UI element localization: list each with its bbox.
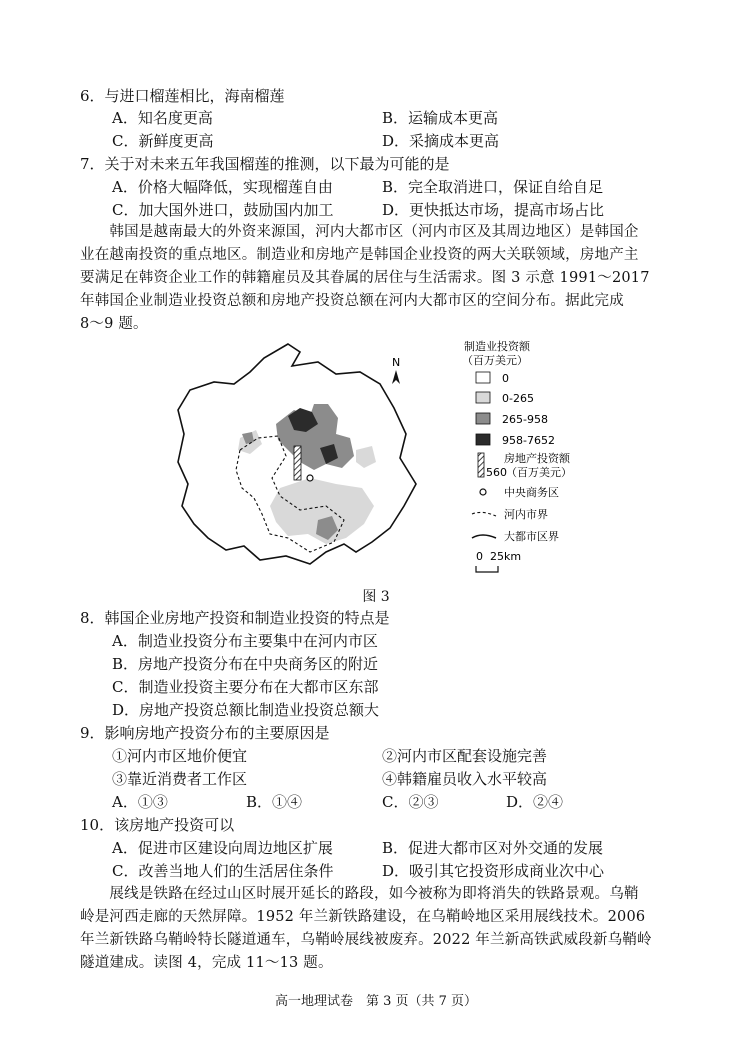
legend-cbd-marker xyxy=(480,489,486,495)
q8-option-b: B．房地产投资分布在中央商务区的附近 xyxy=(112,655,379,673)
north-label: N xyxy=(392,356,401,369)
legend-realestate-bar xyxy=(478,453,484,477)
legend-hanoi-label: 河内市界 xyxy=(504,508,548,521)
legend-class-2: 265-958 xyxy=(502,413,548,426)
q7-option-b: B．完全取消进口，保证自给自足 xyxy=(382,178,604,196)
q9-option-b: B．①④ xyxy=(246,793,303,811)
q9-stem: 9．影响房地产投资分布的主要原因是 xyxy=(80,724,330,742)
q7-option-d: D．更快抵达市场，提高市场占比 xyxy=(382,201,605,219)
passage-wushaoling xyxy=(80,883,684,975)
q10-stem: 10．该房地产投资可以 xyxy=(80,816,235,834)
legend-metro-label: 大都市区界 xyxy=(504,530,559,543)
passage1-line: 8～9 题。 xyxy=(80,316,148,332)
passage1-line: 要满足在韩资企业工作的韩籍雇员及其眷属的居住与生活需求。图 3 示意 1991～2017 xyxy=(80,270,650,286)
q9-statement-2: ②河内市区配套设施完善 xyxy=(382,747,548,765)
q6-option-d: D．采摘成本更高 xyxy=(382,132,500,150)
legend-swatch-3 xyxy=(476,434,490,445)
q6-option-a: A．知名度更高 xyxy=(112,109,213,127)
passage2-line: 岭是河西走廊的天然屏障。1952 年兰新铁路建设，在乌鞘岭地区采用展线技术。2006 xyxy=(80,909,646,925)
realestate-investment-bar xyxy=(294,446,301,480)
legend-realestate-unit: （百万美元） xyxy=(506,466,572,479)
legend-realestate-value: 560 xyxy=(486,466,507,479)
legend-metro-line xyxy=(472,535,496,538)
scale-zero: 0 xyxy=(476,550,483,563)
legend-hanoi-line xyxy=(472,512,496,516)
q7-stem: 7．关于对未来五年我国榴莲的推测，以下最为可能的是 xyxy=(80,155,450,173)
q8-option-d: D．房地产投资总额比制造业投资总额大 xyxy=(112,701,380,719)
q9-option-a: A．①③ xyxy=(112,793,168,811)
legend-title: 制造业投资额 xyxy=(464,340,530,353)
passage2-line: 展线是铁路在经过山区时展开延长的路段，如今被称为即将消失的铁路景观。乌鞘 xyxy=(80,886,639,902)
q8-option-a: A．制造业投资分布主要集中在河内市区 xyxy=(112,632,378,650)
legend-swatch-1 xyxy=(476,392,490,403)
scale-bar xyxy=(476,566,498,572)
q9-statement-4: ④韩籍雇员收入水平较高 xyxy=(382,770,548,788)
passage1-line: 韩国是越南最大的外资来源国，河内大都市区（河内市区及其周边地区）是韩国企 xyxy=(80,224,639,240)
figure-3-map xyxy=(160,338,600,578)
q6-option-c: C．新鲜度更高 xyxy=(112,132,214,150)
passage2-line: 隧道建成。读图 4，完成 11～13 题。 xyxy=(80,955,333,971)
passage-korea-investment xyxy=(80,221,684,336)
legend-class-3: 958-7652 xyxy=(502,434,555,447)
q9-statement-3: ③靠近消费者工作区 xyxy=(112,770,248,788)
q8-option-c: C．制造业投资主要分布在大都市区东部 xyxy=(112,678,379,696)
q6-option-b: B．运输成本更高 xyxy=(382,109,499,127)
page-footer: 高一地理试卷 第 3 页（共 7 页） xyxy=(274,994,478,1009)
q10-option-a: A．促进市区建设向周边地区扩展 xyxy=(112,839,333,857)
legend-class-0: 0 xyxy=(502,372,509,385)
q6-stem: 6．与进口榴莲相比，海南榴莲 xyxy=(80,87,285,105)
q8-stem: 8．韩国企业房地产投资和制造业投资的特点是 xyxy=(80,609,390,627)
scale-length: 25km xyxy=(490,550,522,563)
cbd-marker xyxy=(307,475,313,481)
q10-option-c: C．改善当地人们的生活居住条件 xyxy=(112,862,334,880)
legend-title-unit: （百万美元） xyxy=(462,354,528,367)
q9-option-c: C．②③ xyxy=(382,793,439,811)
q9-option-d: D．②④ xyxy=(506,793,564,811)
legend-class-1: 0-265 xyxy=(502,392,534,405)
passage1-line: 年韩国企业制造业投资总额和房地产投资总额在河内大都市区的空间分布。据此完成 xyxy=(80,293,624,309)
figure-caption: 图 3 xyxy=(362,589,390,605)
passage1-line: 业在越南投资的重点地区。制造业和房地产是韩国企业投资的两大关联领域，房地产主 xyxy=(80,247,639,263)
q7-option-c: C．加大国外进口，鼓励国内加工 xyxy=(112,201,334,219)
north-arrow xyxy=(392,356,400,384)
legend-swatch-0 xyxy=(476,372,490,383)
passage2-line: 年兰新铁路乌鞘岭特长隧道通车，乌鞘岭展线被废弃。2022 年兰新高铁武威段新乌鞘岭 xyxy=(80,932,652,948)
legend-realestate-label: 房地产投资额 xyxy=(504,452,570,465)
legend-swatch-2 xyxy=(476,413,490,424)
q10-option-b: B．促进大都市区对外交通的发展 xyxy=(382,839,604,857)
q9-statement-1: ①河内市区地价便宜 xyxy=(112,747,248,765)
q7-option-a: A．价格大幅降低，实现榴莲自由 xyxy=(112,178,333,196)
legend-cbd-label: 中央商务区 xyxy=(504,486,559,499)
q10-option-d: D．吸引其它投资形成商业次中心 xyxy=(382,862,605,880)
